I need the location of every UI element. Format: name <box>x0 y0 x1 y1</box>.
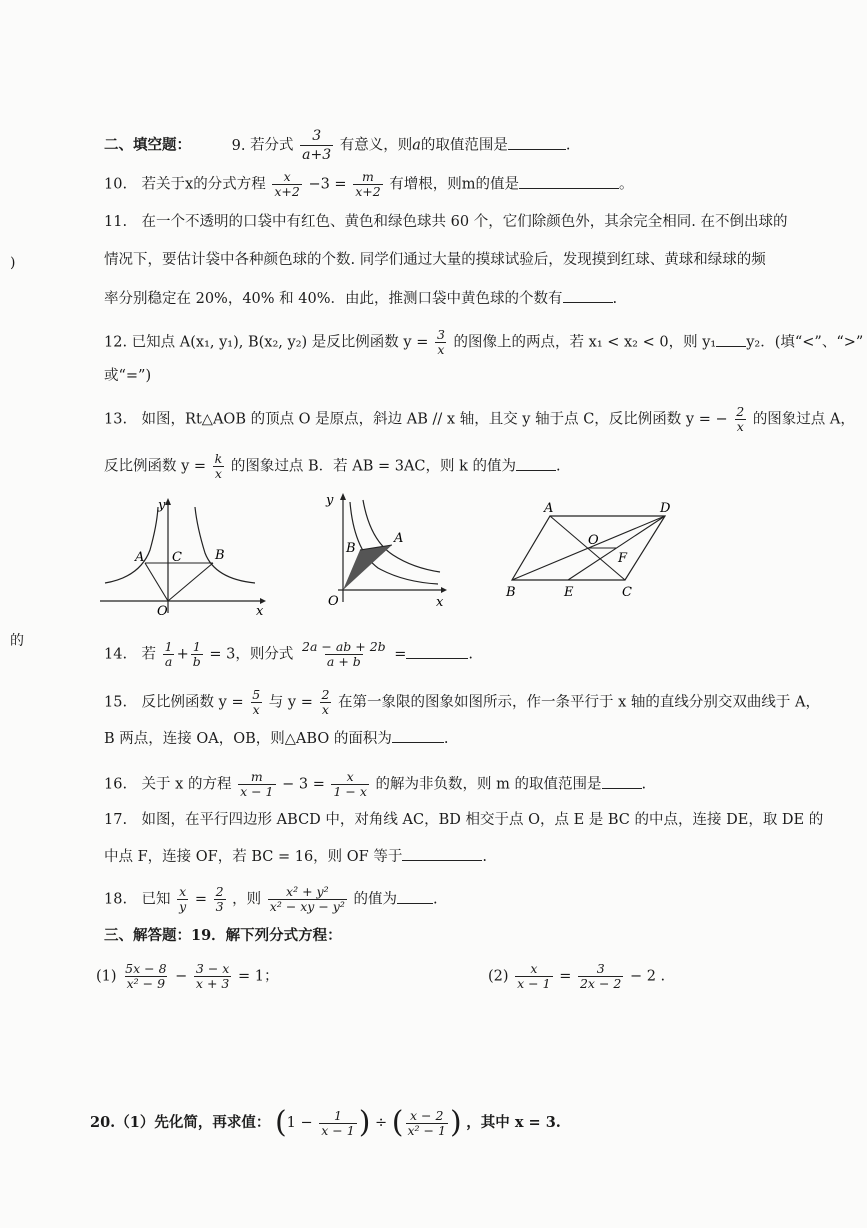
svg-text:D: D <box>660 501 671 516</box>
question-11-line1: 11. 在一个不透明的口袋中有红色、黄色和绿色球共 60 个，它们除颜色外，其余完全相同. 在不倒出球的 <box>104 214 788 230</box>
question-18: 18. 已知 $\frac{x}{y}$ = $\frac{2}{3}$ ，则 $\frac{\text{x² + y²}}{\text{x² − xy − y²}}$ 的值为 . <box>104 884 438 914</box>
question-19-part2: (2) $\frac{x}{x - 1}$ = $\frac{3}{2x - 2}$ − 2 . <box>488 961 666 991</box>
question-13-line2: 反比例函数 y = $\frac{k}{x}$ 的图象过点 B．若 AB = 3AC，则 k 的值为 . <box>104 451 561 481</box>
svg-text:B: B <box>346 541 356 556</box>
answer-blank[interactable] <box>519 174 619 189</box>
svg-text:y: y <box>158 498 166 513</box>
margin-mark: 的 <box>10 633 24 649</box>
svg-text:x: x <box>436 595 444 610</box>
fraction: $\frac{m}{x+2}$ <box>355 169 381 199</box>
fraction: $\frac{2}{x}$ <box>736 404 745 434</box>
answer-blank[interactable] <box>406 644 468 659</box>
svg-text:O: O <box>157 604 168 619</box>
svg-text:x: x <box>256 604 264 619</box>
answer-blank[interactable] <box>392 728 444 743</box>
answer-blank[interactable] <box>402 846 482 861</box>
svg-text:B: B <box>506 585 516 600</box>
figure-2-hyperbolas <box>318 490 453 615</box>
curve-right <box>195 507 255 583</box>
answer-blank[interactable] <box>397 889 433 904</box>
question-15: 15. 反比例函数 y = $\frac{5}{x}$ 与 y = $\frac{2}{x}$ 在第一象限的图象如图所示，作一条平行于 x 轴的直线分别交双曲线于 A， <box>104 687 821 717</box>
answer-blank[interactable] <box>508 135 566 150</box>
svg-text:A: A <box>135 550 145 565</box>
answer-blank[interactable] <box>563 288 613 303</box>
question-9: 二、填空题： 9. 若分式 $\frac{3}{a+3}$ 有意义，则a的取值范围是 . <box>104 128 571 163</box>
question-20: 20.（1）先化简，再求值： (1 − $\frac{1}{x - 1}$ ) ÷ ( $\frac{x - 2}{\text{x² − 1}}$ ) ，其中 x = 3. <box>90 1105 561 1140</box>
fraction: $\frac{3}{a+3}$ <box>302 128 332 163</box>
svg-text:C: C <box>622 585 632 600</box>
margin-mark: ) <box>10 255 16 271</box>
question-14: 14. 若 $\frac{1}{a}$ + $\frac{1}{b}$ = 3，则分式 $\frac{2a - ab + 2b}{a + b}$ = . <box>104 639 474 669</box>
svg-text:A: A <box>394 531 404 546</box>
answer-blank[interactable] <box>516 456 556 471</box>
svg-text:B: B <box>215 548 225 563</box>
answer-blank[interactable] <box>602 774 642 789</box>
question-11-line3: 率分别稳定在 20%，40% 和 40%．由此，推测口袋中黄色球的个数有 . <box>104 288 617 309</box>
answer-blank[interactable] <box>716 332 746 347</box>
svg-text:y: y <box>326 493 334 508</box>
svg-text:F: F <box>618 551 628 566</box>
question-17-line2: 中点 F，连接 OF，若 BC = 16，则 OF 等于 . <box>104 846 487 867</box>
figure-3-parallelogram <box>500 498 690 603</box>
svg-text:A: A <box>544 501 554 516</box>
fraction: $\frac{3}{x}$ <box>436 327 445 357</box>
question-16: 16. 关于 x 的方程 $\frac{m}{x - 1}$ − 3 = $\frac{x}{1 - x}$ 的解为非负数，则 m 的取值范围是 . <box>104 769 647 799</box>
svg-text:C: C <box>172 550 182 565</box>
question-19-part1: (1) $\frac{5x - 8}{\text{x² − 9}}$ − $\frac{3 - x}{x + 3}$ = 1； <box>96 961 279 991</box>
fraction: $\frac{x}{x+2}$ <box>274 169 300 199</box>
section-title: 二、填空题： <box>104 136 191 154</box>
figure-1-hyperbolas <box>95 495 270 620</box>
svg-text:E: E <box>564 585 574 600</box>
question-12-line2: 或“=”) <box>104 368 152 384</box>
svg-text:O: O <box>328 594 339 609</box>
svg-text:O: O <box>588 533 599 548</box>
fraction: $\frac{k}{x}$ <box>214 451 223 481</box>
section-title: 三、解答题：19．解下列分式方程： <box>104 927 342 944</box>
question-12: 12. 已知点 A(x₁, y₁), B(x₂, y₂) 是反比例函数 y = $\frac{3}{x}$ 的图像上的两点，若 x₁ < x₂ < 0，则 y₁ y₂．(填“<”、“>” <box>104 327 864 357</box>
question-13: 13. 如图，Rt△AOB 的顶点 O 是原点，斜边 AB // x 轴，且交 y 轴于点 C，反比例函数 y = − $\frac{2}{x}$ 的图象过点 A， <box>104 404 855 434</box>
question-10: 10. 若关于x的分式方程 $\frac{x}{x+2}$ −3 = $\frac{m}{x+2}$ 有增根，则m的值是 。 <box>104 169 634 199</box>
question-17: 17. 如图，在平行四边形 ABCD 中，对角线 AC，BD 相交于点 O，点 E 是 BC 的中点，连接 DE，取 DE 的 <box>104 812 824 828</box>
question-11-line2: 情况下，要估计袋中各种颜色球的个数. 同学们通过大量的摸球试验后，发现摸到红球、黄球和绿球的频 <box>104 252 766 268</box>
question-15-line2: B 两点，连接 OA，OB，则△ABO 的面积为 . <box>104 728 448 749</box>
